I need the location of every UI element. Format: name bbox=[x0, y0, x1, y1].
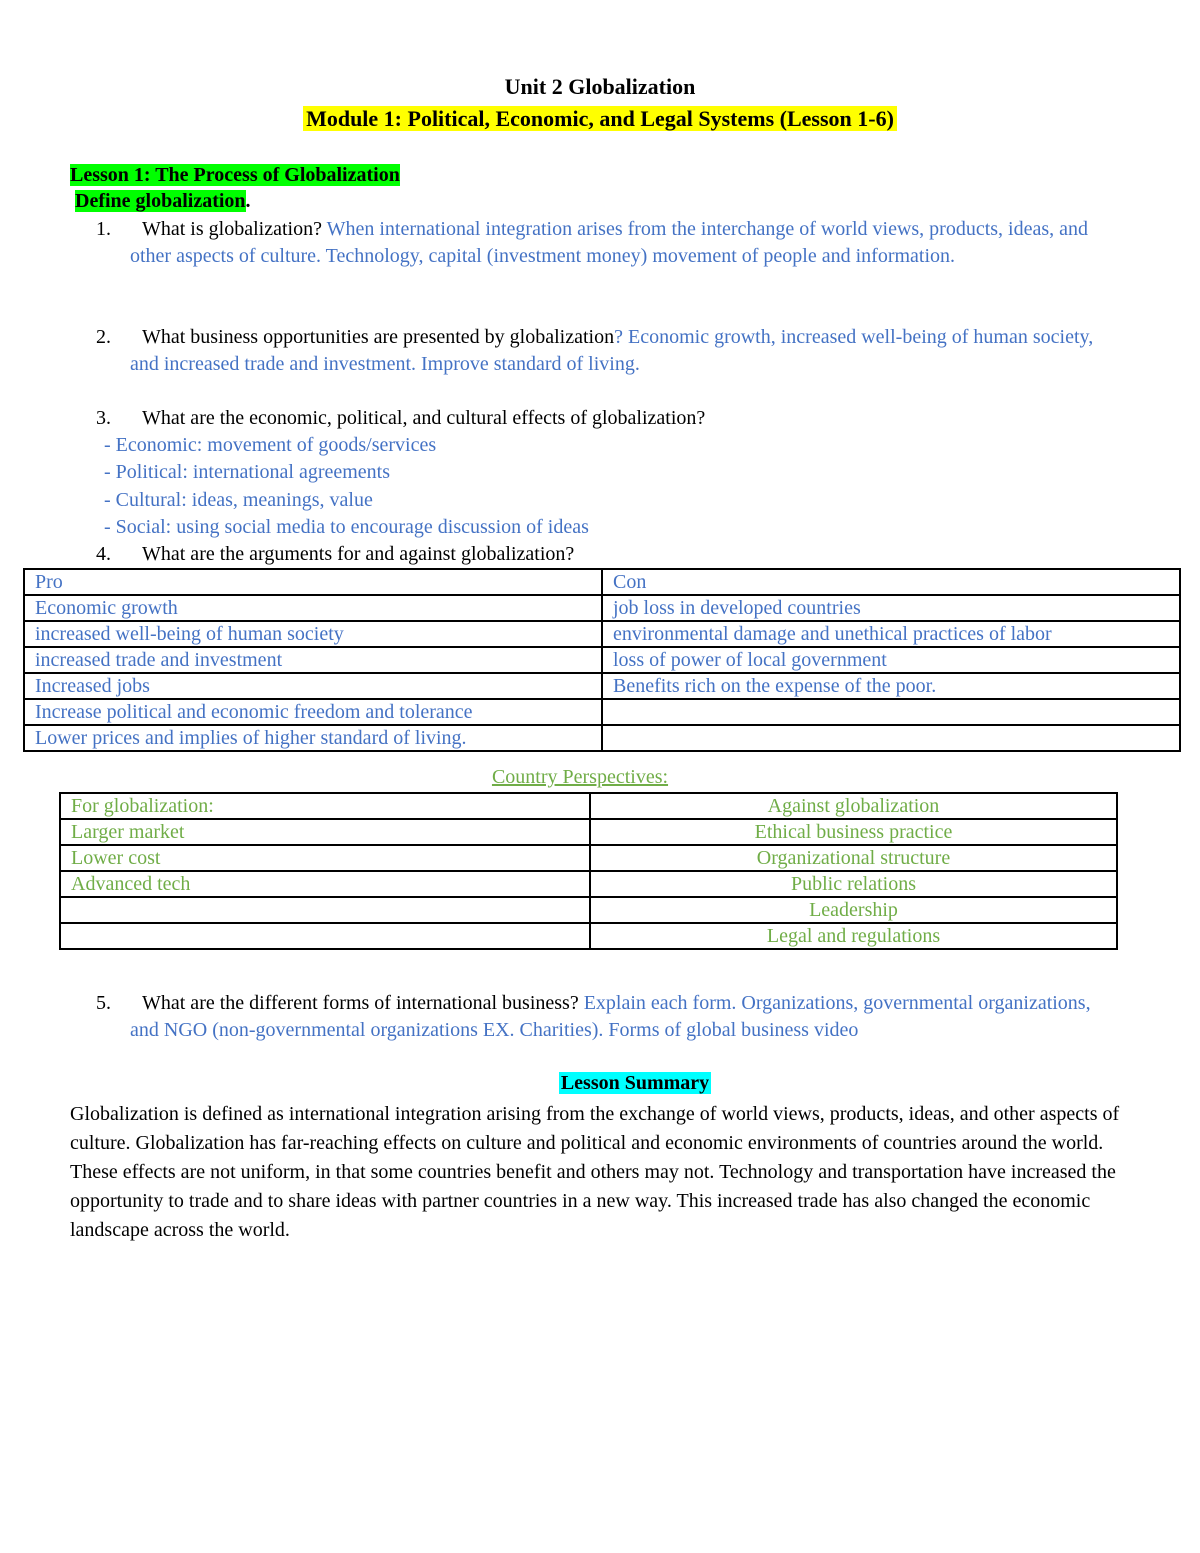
table-row bbox=[24, 725, 1180, 751]
question-answer: Explain each form. Organizations, governmental organizations, and NGO (non-governmental organizations EX. Charities). Forms of global business video bbox=[130, 992, 1091, 1041]
perspectives-title: Country Perspectives: bbox=[491, 766, 669, 788]
module-title: Module 1: Political, Economic, and Legal Systems (Lesson 1-6) bbox=[303, 106, 897, 131]
question-4 bbox=[96, 541, 1106, 568]
question-number: 2. bbox=[96, 326, 111, 348]
table-cell: increased trade and investment bbox=[24, 647, 602, 673]
table-cell: Economic growth bbox=[24, 595, 602, 621]
list-item: - Political: international agreements bbox=[104, 461, 391, 484]
lesson-objective-period: . bbox=[245, 190, 251, 212]
question-text: What are the different forms of international business? bbox=[142, 992, 579, 1014]
table-row bbox=[24, 647, 1180, 673]
table-header: For globalization: bbox=[60, 793, 590, 819]
table-header: Pro bbox=[24, 569, 602, 595]
question-number: 3. bbox=[96, 407, 111, 429]
question-answer: ? Economic growth, increased well-being of human society, and increased trade and investment. Improve standard of living. bbox=[130, 326, 1094, 375]
lesson-header bbox=[70, 162, 400, 214]
table-cell: Legal and regulations bbox=[590, 923, 1117, 949]
question-number: 1. bbox=[96, 218, 111, 240]
table-header-row bbox=[24, 569, 1180, 595]
table-cell: Leadership bbox=[590, 897, 1117, 923]
question-text: What are the arguments for and against globalization? bbox=[142, 543, 575, 565]
table-row bbox=[60, 819, 1117, 845]
table-header: Against globalization bbox=[590, 793, 1117, 819]
table-row bbox=[60, 897, 1117, 923]
table-cell bbox=[602, 725, 1180, 751]
table-cell: job loss in developed countries bbox=[602, 595, 1180, 621]
table-cell bbox=[60, 897, 590, 923]
list-item: - Social: using social media to encourage discussion of ideas bbox=[104, 515, 589, 538]
table-cell bbox=[60, 923, 590, 949]
table-row bbox=[24, 621, 1180, 647]
table-row bbox=[60, 845, 1117, 871]
table-row bbox=[60, 871, 1117, 897]
question-1 bbox=[96, 216, 1106, 270]
question-number: 4. bbox=[96, 543, 111, 565]
table-cell: Increased jobs bbox=[24, 673, 602, 699]
table-cell: Increase political and economic freedom and tolerance bbox=[24, 699, 602, 725]
effects-list bbox=[104, 432, 589, 541]
question-5 bbox=[96, 990, 1106, 1044]
table-row bbox=[60, 923, 1117, 949]
question-text: What business opportunities are presented by globalization bbox=[142, 326, 615, 348]
unit-title: Unit 2 Globalization bbox=[504, 74, 696, 99]
table-row bbox=[24, 699, 1180, 725]
module-title-wrap bbox=[0, 106, 1200, 132]
table-row bbox=[24, 673, 1180, 699]
question-answer: When international integration arises from the interchange of world views, products, ideas, and other aspects of culture. Technology, capital (investment money) movement of people and information. bbox=[130, 218, 1089, 267]
table-cell bbox=[602, 699, 1180, 725]
lesson-objective: Define globalization bbox=[75, 190, 246, 212]
pro-con-table bbox=[23, 568, 1181, 752]
summary-heading-wrap bbox=[0, 1072, 1200, 1095]
question-3 bbox=[96, 405, 1106, 432]
table-cell: Lower cost bbox=[60, 845, 590, 871]
summary-heading: Lesson Summary bbox=[560, 1072, 710, 1094]
question-2 bbox=[96, 324, 1106, 378]
table-cell: Organizational structure bbox=[590, 845, 1117, 871]
table-row bbox=[24, 595, 1180, 621]
perspectives-table bbox=[59, 792, 1118, 950]
table-header-row bbox=[60, 793, 1117, 819]
question-text: What are the economic, political, and cultural effects of globalization? bbox=[142, 407, 706, 429]
table-header: Con bbox=[602, 569, 1180, 595]
table-cell: environmental damage and unethical practices of labor bbox=[602, 621, 1180, 647]
table-cell: increased well-being of human society bbox=[24, 621, 602, 647]
table-cell: Larger market bbox=[60, 819, 590, 845]
table-cell: Public relations bbox=[590, 871, 1117, 897]
question-text: What is globalization? bbox=[142, 218, 322, 240]
question-number: 5. bbox=[96, 992, 111, 1014]
list-item: - Economic: movement of goods/services bbox=[104, 434, 437, 456]
list-item: - Cultural: ideas, meanings, value bbox=[104, 488, 373, 511]
table-cell: Advanced tech bbox=[60, 871, 590, 897]
summary-text: Globalization is defined as international integration arising from the exchange of world views, products, ideas, and other aspects of culture. Globalization has far-reaching effects on culture and political and economic environments of countries around the world. These effects are not uniform, in that some countries benefit and others may not. Technology and transportation have increased the opportunity to trade and to share ideas with partner countries in a new way. This increased trade has also changed the economic landscape across the world. bbox=[70, 1103, 1120, 1241]
table-cell: Benefits rich on the expense of the poor. bbox=[602, 673, 1180, 699]
table-cell: Lower prices and implies of higher standard of living. bbox=[24, 725, 602, 751]
table-cell: Ethical business practice bbox=[590, 819, 1117, 845]
table-cell: loss of power of local government bbox=[602, 647, 1180, 673]
lesson-title: Lesson 1: The Process of Globalization bbox=[70, 164, 400, 186]
